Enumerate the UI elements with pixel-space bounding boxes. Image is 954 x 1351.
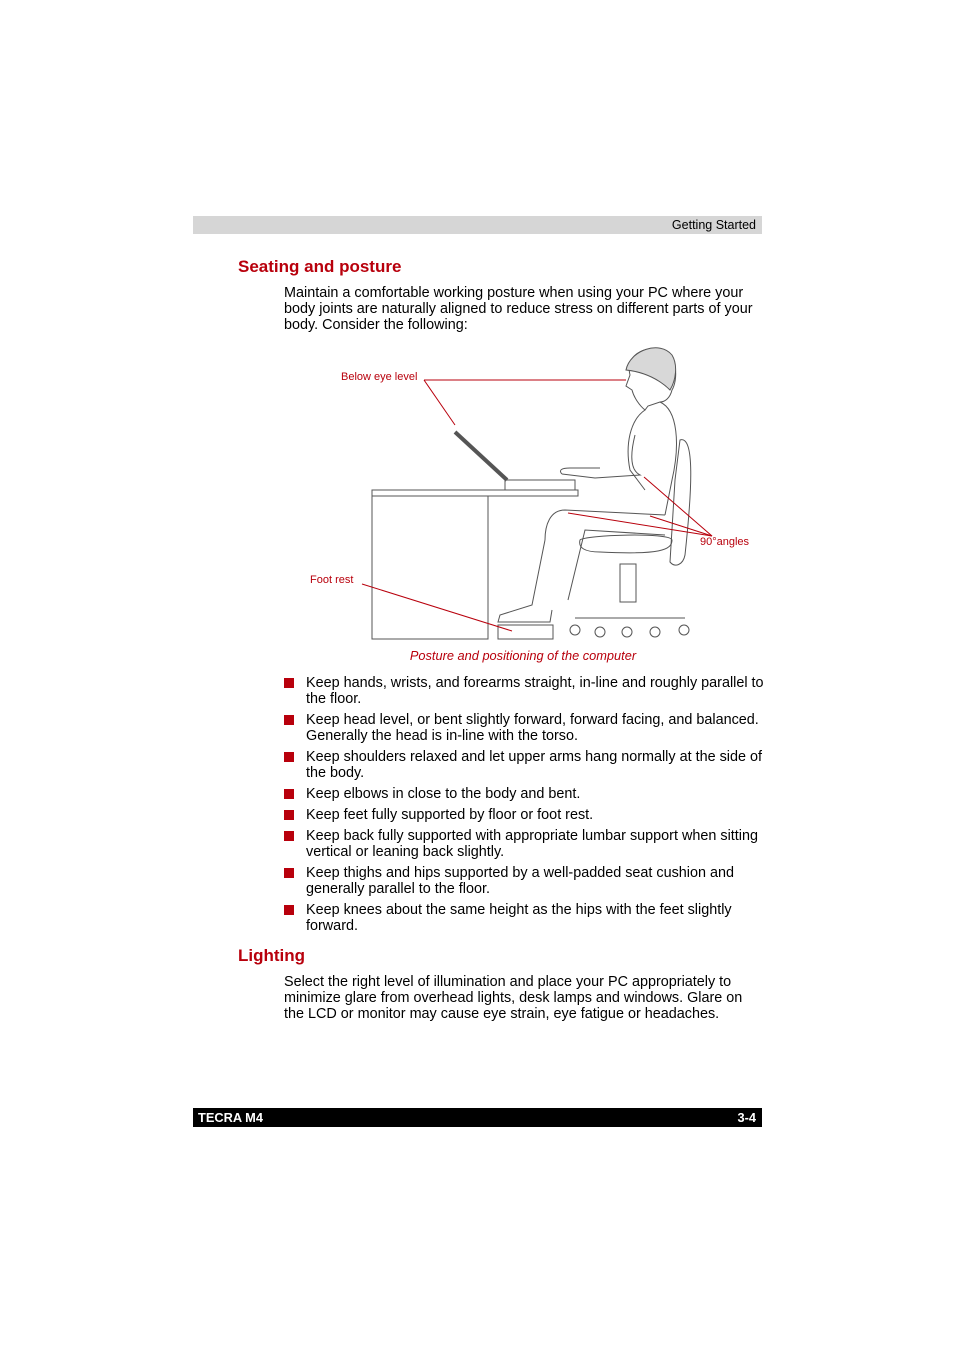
seating-heading: Seating and posture xyxy=(238,257,402,276)
posture-drawing xyxy=(300,340,770,645)
figure-caption: Posture and positioning of the computer xyxy=(409,648,637,663)
laptop-screen xyxy=(455,432,507,480)
list-item: Keep back fully supported with appropriate lumbar support when sitting vertical or leaning back slightly. xyxy=(284,828,764,860)
list-item: Keep knees about the same height as the hips with the feet slightly forward. xyxy=(284,902,764,934)
torso-front xyxy=(628,410,645,490)
hand xyxy=(560,468,600,474)
running-header xyxy=(193,216,762,234)
bullet-square-icon xyxy=(284,715,294,725)
bullet-square-icon xyxy=(284,752,294,762)
angle-line-knee xyxy=(568,513,712,536)
laptop-base xyxy=(505,480,575,490)
posture-illustration xyxy=(300,340,770,645)
seating-intro: Maintain a comfortable working posture when using your PC where your body joints are naturally aligned to reduce stress on different parts of your body. Consider the following: xyxy=(284,285,753,333)
lighting-body: Select the right level of illumination and place your PC appropriately to minimize glare from overhead lights, desk lamps and windows. Glare on the LCD or monitor may cause eye strain, eye fatigue or headaches. xyxy=(284,974,743,1022)
footer-model: TECRA M4 xyxy=(198,1110,263,1125)
footer-page-number: 3-4 xyxy=(737,1110,756,1125)
desk-top xyxy=(372,490,578,496)
bullet-square-icon xyxy=(284,905,294,915)
chair-column xyxy=(620,564,636,602)
list-item: Keep hands, wrists, and forearms straight, in-line and roughly parallel to the floor. xyxy=(284,675,764,707)
chair-seat xyxy=(580,535,672,553)
callout-below-eye-level: Below eye level xyxy=(341,371,418,383)
bullet-square-icon xyxy=(284,868,294,878)
callout-90-angles: 90°angles xyxy=(700,536,750,548)
lighting-heading: Lighting xyxy=(238,946,306,965)
posture-bullet-list xyxy=(284,675,764,939)
hair xyxy=(626,348,676,390)
foot-rest xyxy=(498,625,553,639)
thigh-bottom xyxy=(568,530,665,600)
list-item: Keep shoulders relaxed and let upper arms hang normally at the side of the body. xyxy=(284,749,764,781)
list-item: Keep head level, or bent slightly forward, forward facing, and balanced. Generally the head is in-line with the torso. xyxy=(284,712,764,744)
bullet-square-icon xyxy=(284,678,294,688)
list-item: Keep elbows in close to the body and bent. xyxy=(284,786,764,802)
eye-level-line-to-screen xyxy=(424,380,455,425)
header-section-title: Getting Started xyxy=(671,218,756,232)
callout-foot-rest: Foot rest xyxy=(310,574,354,586)
list-item: Keep thighs and hips supported by a well-padded seat cushion and generally parallel to the floor. xyxy=(284,865,764,897)
list-item: Keep feet fully supported by floor or foot rest. xyxy=(284,807,764,823)
shin xyxy=(498,540,552,622)
running-footer xyxy=(193,1108,762,1127)
angle-line-hip xyxy=(650,516,712,536)
foot-rest-line xyxy=(362,584,512,631)
bullet-square-icon xyxy=(284,810,294,820)
bullet-square-icon xyxy=(284,831,294,841)
bullet-square-icon xyxy=(284,789,294,799)
